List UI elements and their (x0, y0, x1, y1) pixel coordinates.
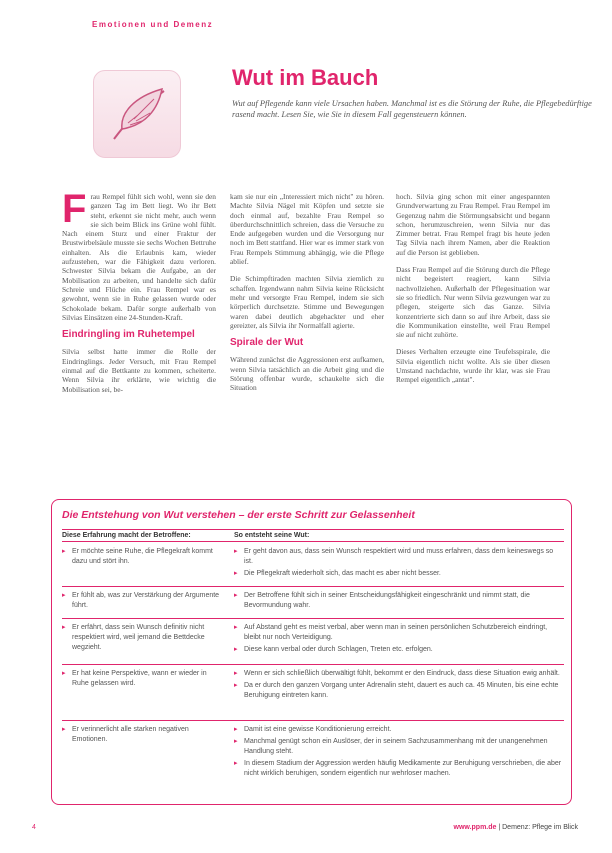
article-subheading: Spirale der Wut (230, 337, 304, 349)
cause-item: ▸ Da er durch den ganzen Vorgang unter Adrenalin steht, dauert es auch ca. 45 Minuten, bis eine echte Beruhigung eintreten kann. (234, 681, 564, 701)
table-row (62, 721, 564, 797)
cause-item: ▸ Auf Abstand geht es meist verbal, aber wenn man in seinen persönlichen Schutzbereich eindringt, bleibt nur noch Verteidigung. (234, 623, 564, 643)
table-header-right: So entsteht seine Wut: (234, 532, 310, 539)
table-header-left: Diese Erfahrung macht der Betroffene: (62, 532, 191, 539)
article-paragraph: Silvia selbst hatte immer die Rolle der Eindringlings. Jeder Versuch, mit Frau Rempel einmal auf die Bettkante zu kommen, scheiterte. Wenn Silvia ihr erklärte, wie wichtig die Mobilisation sei, be- (62, 347, 216, 394)
article-paragraph: Dieses Verhalten erzeugte eine Teufelsspirale, die Silvia eigentlich nicht wollte. Als sie über diesen Umstand nachdachte, wurde ihr klar, was sie Frau Rempel eigentlich „antat". (396, 347, 550, 385)
cause-item: ▸ Die Pflegekraft wiederholt sich, das macht es aber nicht besser. (234, 569, 564, 579)
page-number: 4 (32, 824, 36, 831)
article-paragraph: kam sie nur ein „Interessiert mich nicht" zu hören. Machte Silvia Nägel mit Köpfen und setzte sie doch einmal auf, bezahlte Frau Rempel so überdurchschnittlich schreien, dass die Versuche zu Ende aufgegeben wurden und die Versorgung nur noch im Bett stattfand. Hier war es immer stark von Frau Rempels Stimmung abhängig, wie die Pflege ablief. (230, 192, 384, 267)
table-cell-cause (234, 591, 564, 613)
table-cell-cause (234, 623, 564, 657)
cause-item: ▸ Damit ist eine gewisse Konditionierung erreicht. (234, 725, 564, 735)
cause-item: ▸ In diesem Stadium der Aggression werden häufig Medikamente zur Beruhigung verschrieben, die aber nicht wirklich beruhigen, sondern eigentlich nur wehrloser machen. (234, 759, 564, 779)
article-subheading: Eindringling im Ruhetempel (62, 329, 195, 341)
section-label: Emotionen und Demenz (92, 20, 214, 29)
feather-icon (102, 79, 174, 151)
feather-icon-box (93, 70, 181, 158)
drop-cap: F (62, 187, 87, 231)
table-cell-experience: ▸ Er verinnerlicht alle starken negativen Emotionen. (62, 725, 222, 745)
table-row (62, 619, 564, 665)
table-cell-cause (234, 547, 564, 581)
table-cell-experience: ▸ Er hat keine Perspektive, wann er wieder in Ruhe gelassen wird. (62, 669, 222, 689)
info-box (51, 499, 572, 805)
cause-item: ▸ Der Betroffene fühlt sich in seiner Entscheidungsfähigkeit eingeschränkt und nimmt statt, die Bevormundung wahr. (234, 591, 564, 611)
table-cell-experience: ▸ Er möchte seine Ruhe, die Pflegekraft kommt dazu und stört ihn. (62, 547, 222, 567)
table-cell-experience: ▸ Er erfährt, dass sein Wunsch definitiv nicht respektiert wird, weil jemand die Bettdecke wegzieht. (62, 623, 222, 653)
article-paragraph: Die Schimpftiraden machten Silvia ziemlich zu schaffen. Irgendwann nahm Silvia keine Rücksicht mehr und versorgte Frau Rempel, indem sie sich körperlich durchsetzte. Stimme und Bewegungen waren dabei deutlich abgehackter und eher gereizter, als Silvia ihr Normalfall agierte. (230, 274, 384, 330)
table-cell-cause (234, 725, 564, 781)
article-column-3 (396, 192, 550, 393)
footer (454, 824, 579, 831)
article-paragraph: hoch. Silvia ging schon mit einer angespannten Grundverwartung zu Frau Rempel. Frau Rempel im Gegenzug nahm die Störmungsabsicht und begann schon, herumzuschreien, wenn Silvia nur das Zimmer betrat. Frau Rempel fragt bis heute jeden Tag Silvia nach ihrem Namen, aber die Reaktion auf die Person ist geblieben. (396, 192, 550, 257)
article-column-1 (62, 187, 216, 402)
cause-item: ▸ Diese kann verbal oder durch Schlagen, Treten etc. erfolgen. (234, 645, 564, 655)
article-paragraph: Frau Rempel fühlt sich wohl, wenn sie den ganzen Tag im Bett liegt. Wo ihr Bett steht, erkennt sie nicht mehr, auch wenn sie sich beim Blick ins Grüne wohl fühlt. Nach einem Sturz und einer Fraktur der Brustwirbelsäule musste sie sechs Wochen Bettruhe einhalten. Als die Erlaubnis kam, wieder aufzustehen, war die Fähigkeit dazu verloren. Schwester Silvia bekam die Aufgabe, an der Mobilisation zu arbeiten, und handelte sich dafür Schreie und Flüche ein. Frau Rempel war es gewohnt, wenn sie in Ruhe gelassen wurde oder Schokolade bekam. Dafür sorgte außerhalb von Silvias Einsätzen eine 24-Stunden-Kraft. (62, 187, 216, 322)
article-paragraph: Während zunächst die Aggressionen erst aufkamen, wenn Silvia tatsächlich an die Arbeit ging und die Störung offenbar wurde, schaukelte sich die Situation (230, 355, 384, 393)
table-row (62, 543, 564, 587)
article-column-2 (230, 192, 384, 401)
intro-text: Wut auf Pflegende kann viele Ursachen haben. Manchmal ist es die Störung der Ruhe, die Pflegebedürftige rasend macht. Lesen Sie, wie Sie in diesem Fall gegensteuern können. (232, 99, 592, 119)
cause-item: ▸ Er geht davon aus, dass sein Wunsch respektiert wird und muss erfahren, dass dem keineswegs so ist. (234, 547, 564, 567)
table-row (62, 665, 564, 721)
article-paragraph: Dass Frau Rempel auf die Störung durch die Pflege nicht begeistert reagiert, kann Silvia nachvollziehen. Außerhalb der Pflegesituation war sie so friedlich. Nur wenn Silvia gezwungen war zu pflegen, steigerte sich das Ganze. Silvia konzentrierte sich dann so auf ihre Arbeit, dass sie die Kommunikation einstellte, weil Frau Rempel sie auf nicht zuhörte. (396, 265, 550, 340)
table-cell-cause (234, 669, 564, 703)
info-box-title: Die Entstehung von Wut verstehen – der erste Schritt zur Gelassenheit (62, 509, 415, 521)
table-header (62, 529, 564, 542)
cause-item: ▸ Wenn er sich schließlich überwältigt fühlt, bekommt er den Eindruck, dass diese Situation ewig anhält. (234, 669, 564, 679)
page-title: Wut im Bauch (232, 65, 379, 90)
table-cell-experience: ▸ Er fühlt ab, was zur Verstärkung der Argumente führt. (62, 591, 222, 611)
footer-publication: | Demenz: Pflege im Blick (496, 824, 578, 831)
cause-item: ▸ Manchmal genügt schon ein Auslöser, der in seinem Sachzusammenhang mit der unangenehmen Handlung steht. (234, 737, 564, 757)
table-row (62, 587, 564, 619)
footer-url[interactable]: www.ppm.de (453, 824, 497, 831)
